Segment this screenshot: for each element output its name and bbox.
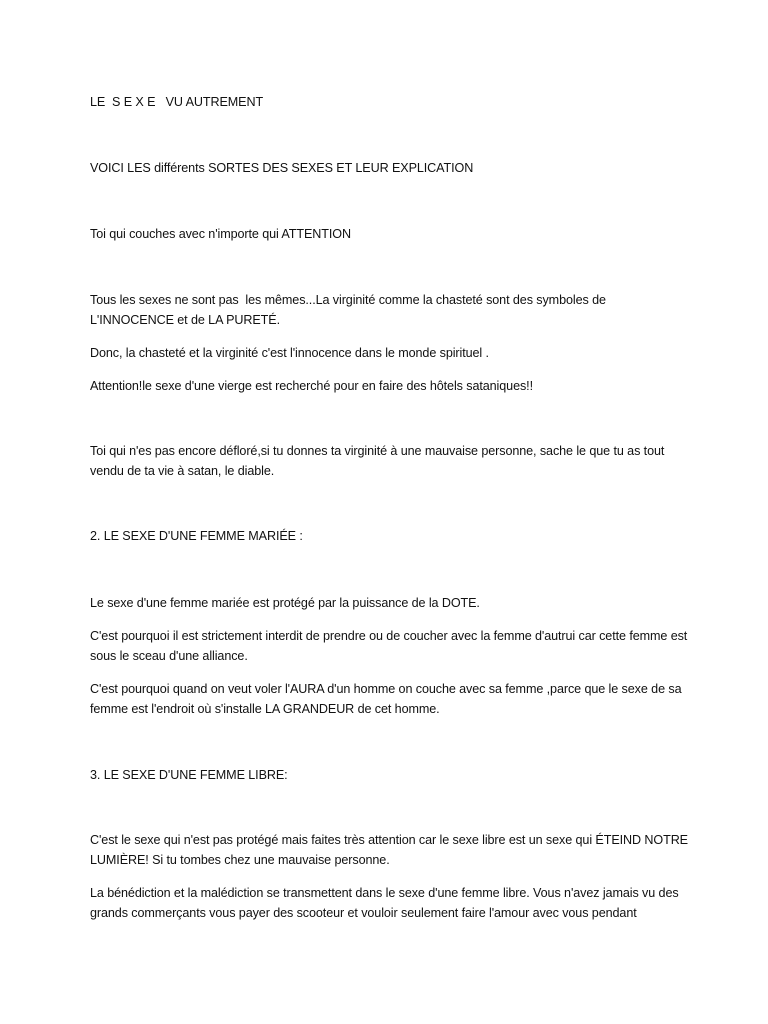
paragraph-sortes: VOICI LES différents SORTES DES SEXES ET LEUR EXPLICATION — [90, 161, 474, 175]
paragraph-deflore: Toi qui n'es pas encore défloré,si tu donnes ta virginité à une mauvaise personne, sache le que tu as tout vendu de ta vie à satan, le diable. — [90, 444, 668, 478]
paragraph-benediction: La bénédiction et la malédiction se transmettent dans le sexe d'une femme libre. Vous n'avez jamais vu des grands commerçants vous payer des scooteur et vouloir seulement faire l'amour avec vous pendant — [90, 886, 682, 920]
paragraph-attention: Toi qui couches avec n'importe qui ATTENTION — [90, 227, 351, 241]
paragraph-dote: Le sexe d'une femme mariée est protégé par la puissance de la DOTE. — [90, 596, 480, 610]
paragraph-aura: C'est pourquoi quand on veut voler l'AURA d'un homme on couche avec sa femme ,parce que le sexe de sa femme est l'endroit où s'installe LA GRANDEUR de cet homme. — [90, 682, 685, 716]
paragraph-vierge: Attention!le sexe d'une vierge est recherché pour en faire des hôtels sataniques!! — [90, 379, 533, 393]
paragraph-sexe-libre: C'est le sexe qui n'est pas protégé mais faites très attention car le sexe libre est un sexe qui ÉTEIND NOTRE LUMIÈRE! Si tu tombes chez une mauvaise personne. — [90, 833, 692, 867]
section-heading-femme-libre: 3. LE SEXE D'UNE FEMME LIBRE: — [90, 768, 288, 782]
paragraph-chastete: Donc, la chasteté et la virginité c'est l'innocence dans le monde spirituel . — [90, 346, 489, 360]
document-title: LE S E X E VU AUTREMENT — [90, 95, 264, 109]
paragraph-interdit: C'est pourquoi il est strictement interdit de prendre ou de coucher avec la femme d'autrui car cette femme est sous le sceau d'une alliance. — [90, 629, 691, 663]
paragraph-virginite: Tous les sexes ne sont pas les mêmes...La virginité comme la chasteté sont des symboles de L'INNOCENCE et de LA PURETÉ. — [90, 293, 610, 327]
section-heading-femme-mariee: 2. LE SEXE D'UNE FEMME MARIÉE : — [90, 529, 303, 543]
